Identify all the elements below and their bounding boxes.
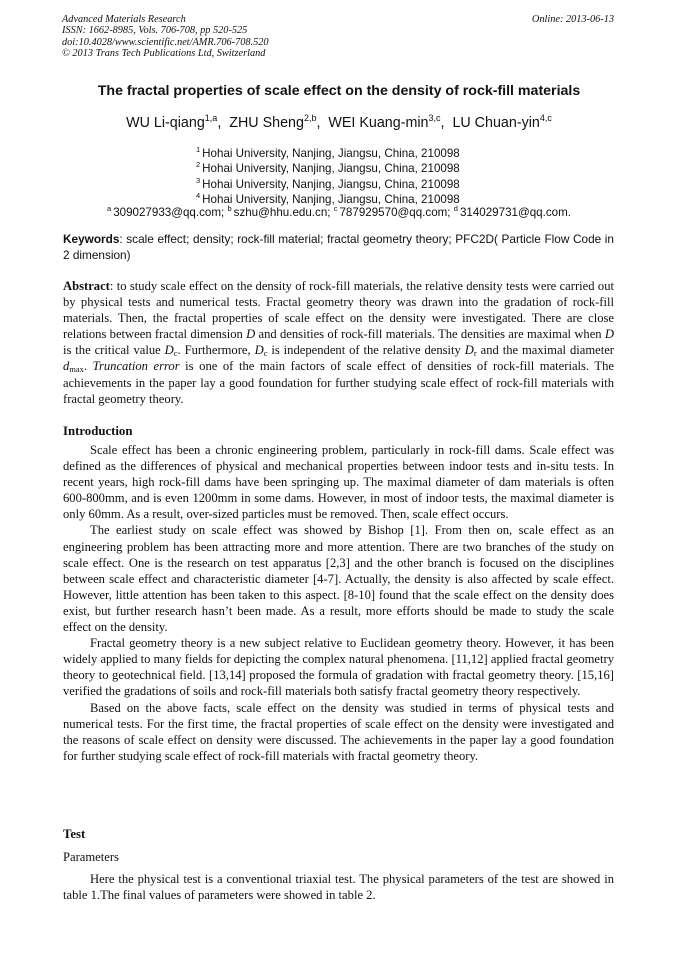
author-name: WEI Kuang-min — [328, 115, 429, 131]
introduction-heading: Introduction — [63, 424, 133, 438]
paper-title: The fractal properties of scale effect on the density of rock-fill materials — [97, 83, 581, 99]
journal-name: Advanced Materials Research — [62, 14, 186, 25]
abstract-text: . — [83, 359, 93, 374]
author-marks: 3,c — [428, 113, 441, 123]
copyright-line: © 2013 Trans Tech Publications Ltd, Switzerland — [62, 48, 266, 60]
email-mark: d — [453, 204, 458, 213]
affiliation-text: Hohai University, Nanjing, Jiangsu, China, 210098 — [202, 192, 460, 206]
email-mark: c — [333, 204, 338, 213]
author-marks: 2,b — [303, 113, 317, 123]
affiliation-number: 4 — [196, 190, 201, 200]
affiliation-text: Hohai University, Nanjing, Jiangsu, China, 210098 — [202, 147, 460, 160]
abstract-text: and the maximal diameter — [476, 343, 614, 358]
email-address[interactable]: 314029731@qq.com. — [459, 206, 571, 219]
paragraph: Fractal geometry theory is a new subject relative to Euclidean geometry theory. However, it has been widely applied to many fields for depicting the complex natural phenomena. [11,12] applied fractal geometry theory to geotechnical field. [13,14] proposed the formula of gradation with fractal geometry theory. [15,16] verified the gradations of soils and rock-fill materials both satisfy fractal geometry theory respectively. — [63, 636, 614, 699]
paragraph: The earliest study on scale effect was showed by Bishop [1]. From then on, scale effect as an engineering problem has been attracting more and more attention. There are two branches of the study on scale effect. One is the research on test apparatus [2,3] and the other branch is focused on the disciplines between scale effect and characteristic diameter [4-7]. Actually, the density is also affected by scale effect. However, little attention has been taken to this aspect. [8-10] found that the scale effect on the density does exist, but further research hasn’t been made. As a result, more efforts should be made to study the scale effect on the density. — [63, 523, 614, 635]
symbol-D: D — [604, 327, 615, 342]
paragraph: Scale effect has been a chronic engineering problem, particularly in rock-fill dams. Scale effect was defined as the differences of physical and mechanical properties between indoor tests and in-situ tests. In recent years, high rock-fill dams have been springing up. The maximal diameter of dam materials is often 600-800mm, and is even 1200mm in some dams. However, in most of indoor tests, the maximal diameter is only 60mm. As a result, over-sized particles must be removed. Then, scale effect occurs. — [63, 443, 614, 522]
keywords-label: Keywords — [63, 232, 120, 246]
keywords — [63, 232, 614, 263]
symbol-d: d — [63, 359, 70, 374]
affiliation — [196, 146, 460, 161]
abstract-text: is one of the main factors of scale effect of densities of rock-fill materials. The achievements in the paper lay a good foundation for further studying scale effect of rock-fill materials with fractal geometry theory. — [63, 359, 614, 406]
symbol-subscript: r — [473, 348, 477, 359]
author-marks: 1,a — [204, 113, 218, 123]
symbol-D: D — [464, 343, 474, 358]
abstract-label: Abstract — [63, 279, 110, 293]
test-body — [63, 871, 614, 903]
parameters-subheading: Parameters — [63, 850, 119, 864]
email-address[interactable]: 787929570@qq.com; — [339, 206, 451, 219]
abstract-text: : to study scale effect on the density of rock-fill materials, the relative density tests were carried out by physical tests and numerical tests. Fractal geometry theory was drawn into the gradation of rock-fill materials. Then, the fractal properties of scale effect on the density were investigated. There are close relations between fractal dimension — [63, 279, 614, 342]
affiliation — [196, 177, 460, 192]
affiliation-text: Hohai University, Nanjing, Jiangsu, China, 210098 — [202, 162, 460, 176]
symbol-subscript: c — [263, 348, 268, 359]
doi-line: doi:10.4028/www.scientific.net/AMR.706-708.520 — [62, 36, 269, 48]
issn-line: ISSN: 1662-8985, Vols. 706-708, pp 520-525 — [62, 25, 248, 37]
affiliation — [196, 161, 460, 176]
email-address[interactable]: 309027933@qq.com; — [113, 206, 225, 219]
email-address[interactable]: szhu@hhu.edu.cn; — [233, 206, 331, 219]
abstract — [63, 278, 614, 407]
email-mark: b — [227, 204, 232, 213]
symbol-D: D — [246, 327, 256, 342]
email-line — [0, 205, 678, 220]
journal-header — [62, 14, 269, 60]
symbol-subscript: c — [173, 348, 178, 359]
affiliation-number: 1 — [196, 145, 201, 154]
abstract-text: and densities of rock-fill materials. The densities are maximal when — [255, 327, 605, 342]
affiliation-text: Hohai University, Nanjing, Jiangsu, China, 210098 — [202, 177, 460, 191]
abstract-text: is independent of the relative density — [267, 343, 465, 358]
abstract-text: . Furthermore, — [177, 343, 255, 358]
affiliations — [196, 146, 460, 207]
online-date: Online: 2013-06-13 — [531, 14, 614, 25]
truncation-error-term: Truncation error — [92, 359, 180, 374]
keywords-text: : scale effect; density; rock-fill material; fractal geometry theory; PFC2D( Particle Flow Code in 2 dimension) — [63, 232, 614, 262]
symbol-D: D — [164, 343, 174, 358]
introduction-body — [63, 442, 614, 764]
author-list: WU Li-qiang$^{1,a}$, ZHU Sheng$^{2,b}$, WEI Kuang-$\min^{3,c}$, LU Chuan-yin$^{4,c}$ — [126, 113, 552, 131]
affiliation-number: 3 — [196, 175, 201, 185]
affiliation-number: 2 — [196, 160, 201, 170]
paragraph: Based on the above facts, scale effect on the density was studied in terms of physical tests and numerical tests. For the first time, the fractal properties of scale effect on the density were investigated and the reasons of scale effect on density were discussed. The achievements in the paper lay a good foundation for further studying scale effect of rock-fill materials with fractal geometry theory. — [63, 700, 614, 763]
author-name: LU Chuan-yin — [452, 115, 540, 131]
test-heading: Test — [63, 827, 86, 841]
author-name: WU Li-qiang — [126, 115, 205, 131]
email-mark: a — [107, 204, 112, 213]
symbol-D: D — [254, 343, 264, 358]
author-name: ZHU Sheng — [229, 115, 304, 131]
symbol-subscript: max — [69, 364, 84, 375]
author-marks: 4,c — [539, 113, 552, 123]
paragraph: Here the physical test is a conventional triaxial test. The physical parameters of the test are showed in table 1.The final values of parameters were showed in table 2. — [63, 872, 614, 903]
abstract-text: is the critical value — [63, 343, 165, 358]
